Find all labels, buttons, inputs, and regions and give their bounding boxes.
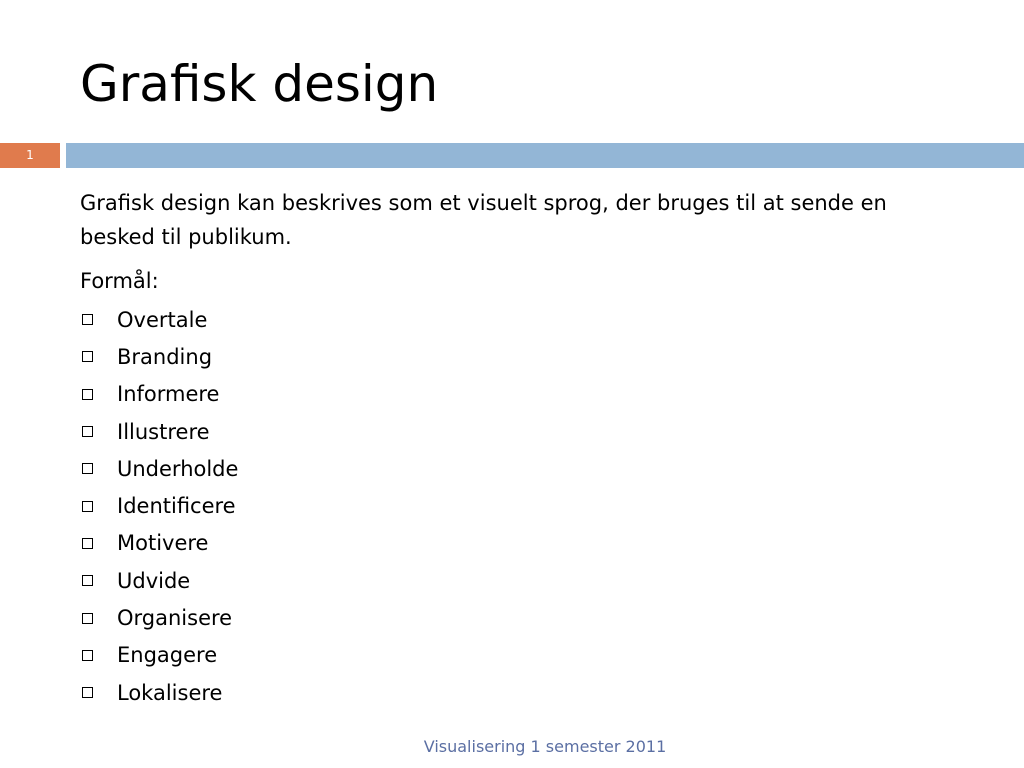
list-item (80, 376, 238, 413)
slide-title: Grafisk design (80, 55, 439, 113)
list-item-label: Lokalisere (117, 680, 223, 705)
slide-footer: Visualisering 1 semester 2011 (423, 737, 667, 756)
square-bullet-icon (82, 426, 93, 437)
list-item (80, 338, 238, 375)
square-bullet-icon (82, 650, 93, 661)
square-bullet-icon (82, 575, 93, 586)
list-item-label: Motivere (117, 531, 209, 556)
list-item-label: Identificere (117, 494, 236, 519)
list-item-label: Informere (117, 382, 220, 407)
square-bullet-icon (82, 314, 93, 325)
square-bullet-icon (82, 687, 93, 698)
square-bullet-icon (82, 613, 93, 624)
list-item (80, 599, 238, 636)
list-item-label: Illustrere (117, 419, 210, 444)
list-item-label: Organisere (117, 606, 233, 631)
square-bullet-icon (82, 351, 93, 362)
list-item (80, 413, 238, 450)
square-bullet-icon (82, 389, 93, 400)
list-item (80, 562, 238, 599)
list-item (80, 674, 238, 711)
list-item (80, 301, 238, 338)
square-bullet-icon (82, 538, 93, 549)
list-item (80, 637, 238, 674)
list-item-label: Udvide (117, 568, 191, 593)
list-item-label: Underholde (117, 456, 239, 481)
slide-number-badge: 1 (0, 143, 60, 168)
square-bullet-icon (82, 463, 93, 474)
purpose-label: Formål: (80, 269, 159, 293)
purpose-list (80, 301, 238, 711)
list-item (80, 450, 238, 487)
square-bullet-icon (82, 501, 93, 512)
list-item (80, 525, 238, 562)
list-item-label: Overtale (117, 307, 208, 332)
list-item-label: Branding (117, 344, 213, 369)
intro-paragraph: Grafisk design kan beskrives som et visuelt sprog, der bruges til at sende en besked til publikum. (80, 191, 887, 249)
list-item-label: Engagere (117, 643, 218, 668)
list-item (80, 487, 238, 524)
title-divider-bar (66, 143, 1024, 168)
